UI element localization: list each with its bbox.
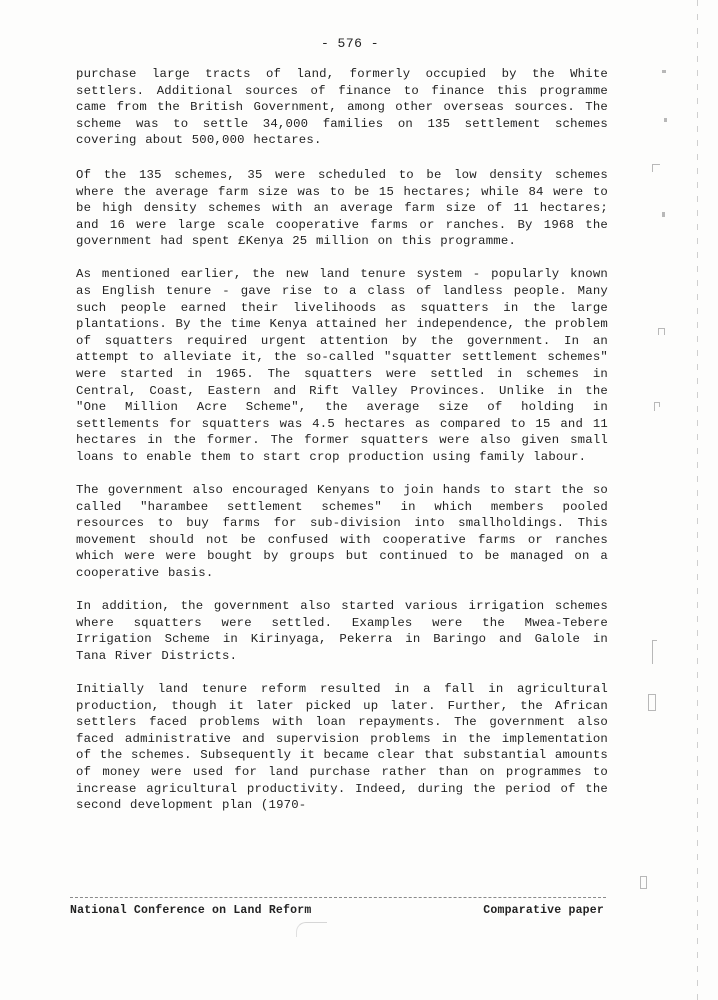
scan-binding-edge [697,0,698,1000]
paragraph-tenure-reform-outcomes: Initially land tenure reform resulted in a fall in agricultural production, though it later picked up later. Further, the African settlers faced problems with loan repayments. The government also faced administrative and supervision problems in the implementation of the schemes. Subsequently it became clear that substantial amounts of money were used for land purchase rather than on programmes to increase agricultural productivity. Indeed, during the period of the second development plan (1970- [76,682,608,813]
scan-margin-marks [636,0,696,1000]
page-number: - 576 - [320,36,380,51]
paragraph-scheme-densities: Of the 135 schemes, 35 were scheduled to be low density schemes where the average farm size was to be 15 hectares; while 84 were to be high density schemes with an average farm size of 11 hectares; and 16 were large scale cooperative farms or ranches. By 1968 the government had spent £Kenya 25 million on this programme. [76,167,608,249]
footer-conference-title: National Conference on Land Reform [70,904,312,917]
footer-divider [70,897,606,898]
footer-paper-type: Comparative paper [483,904,604,917]
paragraph-irrigation-schemes: In addition, the government also started various irrigation schemes where squatters were settled. Examples were the Mwea-Tebere Irrigation Scheme in Kirinyaga, Pekerra in Baringo and Galole in Tana River Districts. [76,599,608,663]
paragraph-harambee-schemes: The government also encouraged Kenyans to join hands to start the so called "harambee settlement schemes" in which members pooled resources to buy farms for sub-division into smallholdings. This movement should not be confused with cooperative farms or ranches which were were bought by groups but continued to be managed on a cooperative basis. [76,483,608,581]
body-text [76,66,608,830]
paragraph-squatter-settlement: As mentioned earlier, the new land tenure system - popularly known as English tenure - gave rise to a class of landless people. Many such people earned their livelihoods as squatters in the large plantations. By the time Kenya attained her independence, the problem of squatters required urgent attention by the government. In an attempt to alleviate it, the so-called "squatter settlement schemes" were started in 1965. The squatters were settled in schemes in Central, Coast, Eastern and Rift Valley Provinces. Unlike in the "One Million Acre Scheme", the average size of holding in settlements for squatters was 4.5 hectares as compared to 15 and 11 hectares in the former. The former squatters were also given small loans to enable them to start crop production using family labour. [76,267,608,464]
scan-smudge [296,922,327,937]
paragraph-settlement-scheme: purchase large tracts of land, formerly occupied by the White settlers. Additional sources of finance to finance this programme came from the British Government, among other overseas sources. The scheme was to settle 34,000 families on 135 settlement schemes covering about 500,000 hectares. [76,67,608,148]
